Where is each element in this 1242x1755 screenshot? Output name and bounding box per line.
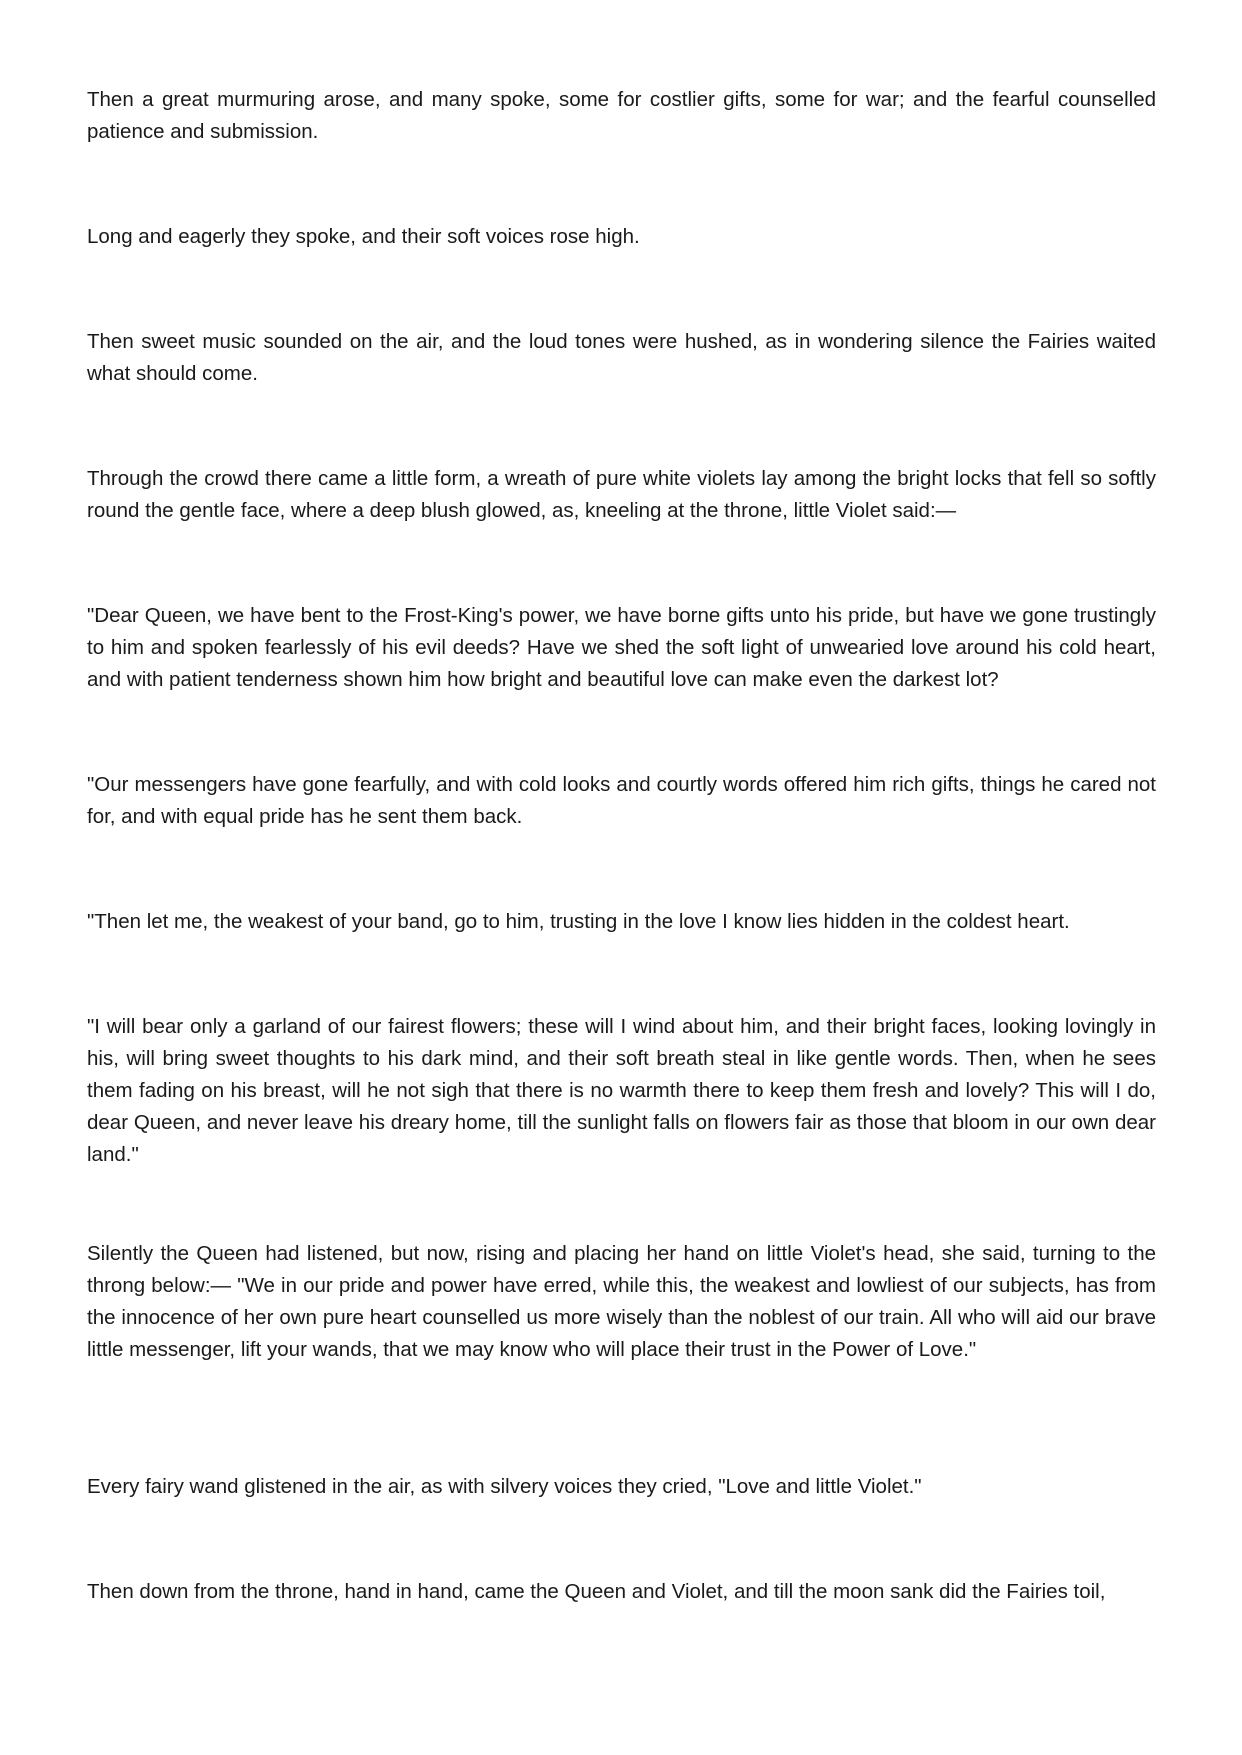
paragraph-3: Then sweet music sounded on the air, and the loud tones were hushed, as in wondering silence the Fairies waited what should come. — [87, 330, 1156, 385]
paragraph-1: Then a great murmuring arose, and many spoke, some for costlier gifts, some for war; and the fearful counselled patience and submission. — [87, 88, 1156, 143]
paragraph-2: Long and eagerly they spoke, and their soft voices rose high. — [87, 225, 640, 248]
paragraph-7: "Then let me, the weakest of your band, go to him, trusting in the love I know lies hidden in the coldest heart. — [87, 910, 1070, 933]
paragraph-10: Every fairy wand glistened in the air, as with silvery voices they cried, "Love and little Violet." — [87, 1475, 922, 1498]
paragraph-11: Then down from the throne, hand in hand, came the Queen and Violet, and till the moon sank did the Fairies toil, — [87, 1580, 1106, 1603]
paragraph-4: Through the crowd there came a little form, a wreath of pure white violets lay among the bright locks that fell so softly round the gentle face, where a deep blush glowed, as, kneeling at the throne, little Violet said:— — [87, 467, 1156, 522]
paragraph-8: "I will bear only a garland of our fairest flowers; these will I wind about him, and their bright faces, looking lovingly in his, will bring sweet thoughts to his dark mind, and their soft breath steal in like gentle words. Then, when he sees them fading on his breast, will he not sigh that there is no warmth there to keep them fresh and lovely? This will I do, dear Queen, and never leave his dreary home, till the sunlight falls on flowers fair as those that bloom in our own dear land." — [87, 1015, 1156, 1166]
paragraph-5: "Dear Queen, we have bent to the Frost-King's power, we have borne gifts unto his pride, but have we gone trustingly to him and spoken fearlessly of his evil deeds? Have we shed the soft light of unwearied love around his cold heart, and with patient tenderness shown him how bright and beautiful love can make even the darkest lot? — [87, 604, 1156, 691]
paragraph-9: Silently the Queen had listened, but now, rising and placing her hand on little Violet's head, she said, turning to the throng below:— "We in our pride and power have erred, while this, the weakest and lowliest of our subjects, has from the innocence of her own pure heart counselled us more wisely than the noblest of our train. All who will aid our brave little messenger, lift your wands, that we may know who will place their trust in the Power of Love." — [87, 1242, 1156, 1361]
paragraph-6: "Our messengers have gone fearfully, and with cold looks and courtly words offered him rich gifts, things he cared not for, and with equal pride has he sent them back. — [87, 773, 1156, 828]
